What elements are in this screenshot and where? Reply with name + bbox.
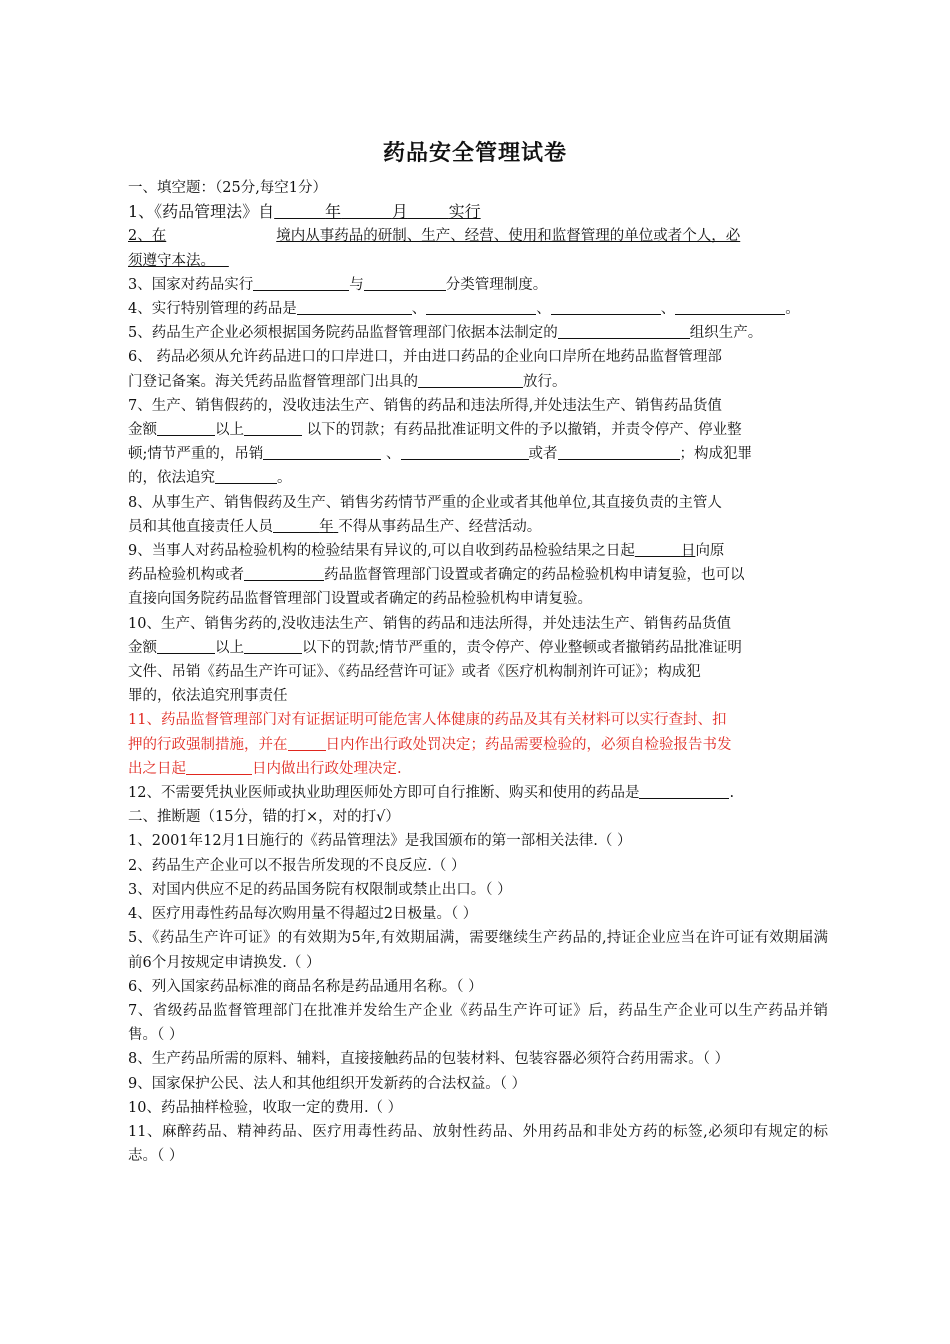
question-10-line2: 金额 以上 以下的罚款;情节严重的，责令停产、停业整顿或者撤销药品批准证明 bbox=[128, 639, 742, 656]
question-6-line1: 6、 药品必须从允许药品进口的口岸进口，并由进口药品的企业向口岸所在地药品监督管理部 bbox=[128, 349, 722, 366]
question-10-line1: 10、生产、销售劣药的,没收违法生产、销售的药品和违法所得，并处违法生产、销售药品货值 bbox=[128, 615, 732, 632]
judge-item-1: 1、2001年12月1日施行的《药品管理法》是我国颁布的第一部相关法律.（ ） bbox=[128, 833, 632, 850]
question-10-line4: 罪的，依法追究刑事责任 bbox=[128, 688, 288, 705]
judge-item-7: 7、省级药品监督管理部门在批准并发给生产企业《药品生产许可证》后，药品生产企业可以生产药品并销售。（ ） bbox=[128, 1002, 828, 1044]
question-6-line2: 门登记备案。海关凭药品监督管理部门出具的 放行。 bbox=[128, 373, 567, 390]
section1-heading: 一、填空题：（25分,每空1分） bbox=[128, 180, 328, 196]
question-9-line3: 直接向国务院药品监督管理部门设置或者确定的药品检验机构申请复验。 bbox=[128, 591, 592, 608]
judge-item-5: 5、《药品生产许可证》的有效期为5年,有效期届满，需要继续生产药品的,持证企业应当在许可证有效期届满前6个月按规定申请换发.（ ） bbox=[128, 930, 828, 971]
blank-year: 年 月 实行 bbox=[325, 202, 481, 222]
question-7-line2: 金额 以上 以下的罚款；有药品批准证明文件的予以撤销，并责令停产、停业整 bbox=[128, 422, 742, 439]
question-7-line3: 顿;情节严重的，吊销 、 或者 ；构成犯罪 bbox=[128, 446, 752, 463]
judge-item-4: 4、医疗用毒性药品每次购用量不得超过2日极量。（ ） bbox=[128, 906, 478, 923]
question-4: 4、实行特别管理的药品是 、 、 、 。 bbox=[128, 301, 800, 318]
judge-item-10: 10、药品抽样检验，收取一定的费用.（ ） bbox=[128, 1099, 403, 1116]
question-7-line1: 7、生产、销售假药的，没收违法生产、销售的药品和违法所得,并处违法生产、销售药品货值 bbox=[128, 397, 722, 414]
question-8-line1: 8、从事生产、销售假药及生产、销售劣药情节严重的企业或者其他单位,其直接负责的主管人 bbox=[128, 494, 722, 511]
question-3: 3、国家对药品实行 与 分类管理制度。 bbox=[128, 276, 548, 293]
question-11: 11、药品监督管理部门对有证据证明可能危害人体健康的药品及其有关材料可以实行查封、扣 押的行政强制措施，并在 日内作出行政处罚决定；药品需要检验的，必须自检验报告书发 出之日起 日内做出行政处理决定. bbox=[128, 712, 732, 777]
question-9-line2: 药品检验机构或者 药品监督管理部门设置或者确定的药品检验机构申请复验，也可以 bbox=[128, 567, 745, 584]
judge-item-9: 9、国家保护公民、法人和其他组织开发新药的合法权益。（ ） bbox=[128, 1075, 527, 1092]
judge-item-3: 3、对国内供应不足的药品国务院有权限制或禁止出口。（ ） bbox=[128, 881, 512, 898]
question-12: 12、不需要凭执业医师或执业助理医师处方即可自行推断、购买和使用的药品是 . bbox=[128, 785, 735, 802]
section2-heading: 二、推断题（15分，错的打×，对的打√） bbox=[128, 809, 400, 826]
judge-item-2: 2、药品生产企业可以不报告所发现的不良反应.（ ） bbox=[128, 857, 466, 874]
question-2-line2: 须遵守本法。 bbox=[128, 252, 215, 269]
question-10-line3: 文件、吊销《药品生产许可证》、《药品经营许可证》或者《医疗机构制剂许可证》；构成犯 bbox=[128, 664, 701, 681]
judge-item-11: 11、麻醉药品、精神药品、医疗用毒性药品、放射性药品、外用药品和非处方药的标签,必须印有规定的标志。（ ） bbox=[128, 1123, 828, 1165]
question-8-line2: 员和其他直接责任人员 年 不得从事药品生产、经营活动。 bbox=[128, 518, 542, 535]
question-9-line1: 9、当事人对药品检验机构的检验结果有异议的,可以自收到药品检验结果之日起 日向原 bbox=[128, 543, 725, 560]
question-2-line1: 2、在 境内从事药品的研制、生产、经营、使用和监督管理的单位或者个人，必 bbox=[128, 228, 741, 245]
judge-item-6: 6、列入国家药品标准的商品名称是药品通用名称。（ ） bbox=[128, 978, 483, 995]
judge-item-8: 8、生产药品所需的原料、辅料，直接接触药品的包装材料、包装容器必须符合药用需求。（ ） bbox=[128, 1051, 730, 1068]
question-1: 1、《药品管理法》自 年 月 实行 bbox=[128, 202, 481, 222]
exam-title: 药品安全管理试卷 bbox=[382, 141, 567, 166]
exam-content bbox=[128, 176, 828, 1168]
question-7-line4: 的，依法追究 。 bbox=[128, 470, 292, 487]
question-5: 5、药品生产企业必须根据国务院药品监督管理部门依据本法制定的 组织生产。 bbox=[128, 325, 763, 342]
